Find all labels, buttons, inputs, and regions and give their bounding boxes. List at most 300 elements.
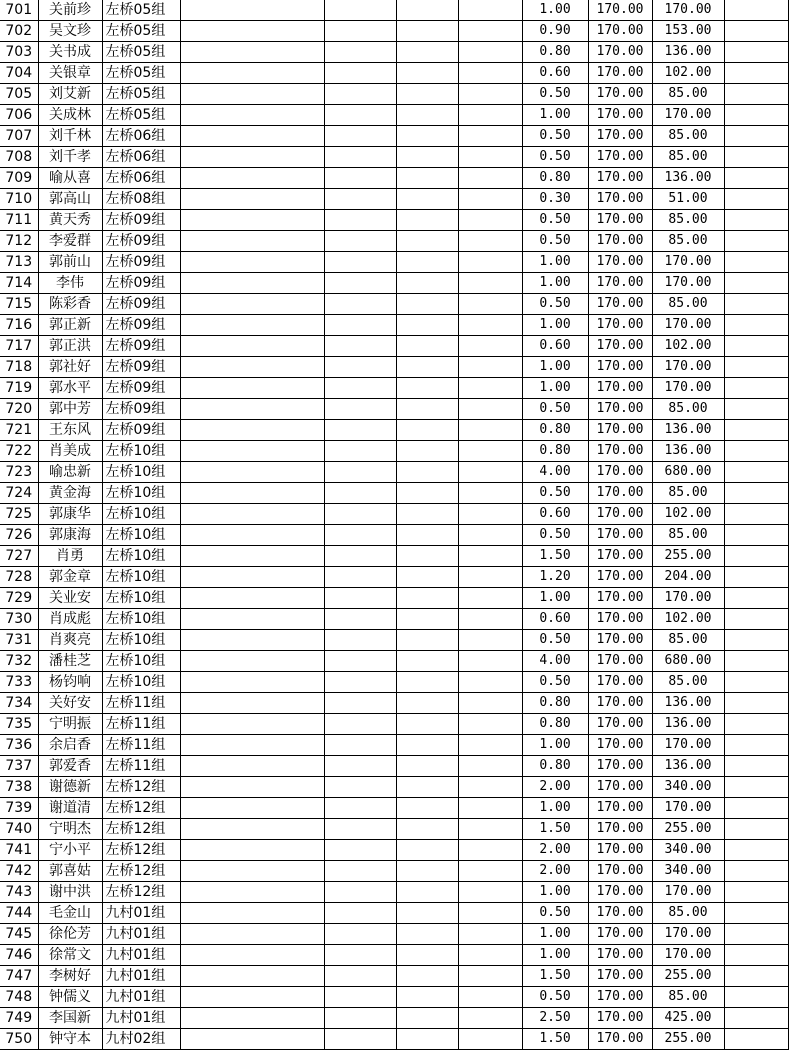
- empty-cell: [396, 105, 458, 126]
- empty-cell: [324, 168, 396, 189]
- row-number-cell: 726: [0, 525, 38, 546]
- amount-cell: 340.00: [652, 861, 724, 882]
- empty-cell: [724, 819, 788, 840]
- area-cell: 0.50: [522, 630, 588, 651]
- empty-cell: [324, 294, 396, 315]
- empty-cell: [724, 609, 788, 630]
- empty-cell: [324, 336, 396, 357]
- empty-cell: [324, 105, 396, 126]
- price-cell: 170.00: [588, 378, 652, 399]
- empty-cell: [458, 987, 522, 1008]
- amount-cell: 85.00: [652, 672, 724, 693]
- table-row: [0, 126, 788, 147]
- price-cell: 170.00: [588, 336, 652, 357]
- empty-cell: [724, 42, 788, 63]
- table-row: [0, 84, 788, 105]
- name-cell: 谢中洪: [38, 882, 102, 903]
- empty-cell: [396, 735, 458, 756]
- empty-cell: [458, 105, 522, 126]
- price-cell: 170.00: [588, 609, 652, 630]
- area-cell: 0.30: [522, 189, 588, 210]
- price-cell: 170.00: [588, 168, 652, 189]
- amount-cell: 85.00: [652, 903, 724, 924]
- price-cell: 170.00: [588, 0, 652, 21]
- empty-cell: [324, 546, 396, 567]
- table-row: [0, 399, 788, 420]
- name-cell: 肖美成: [38, 441, 102, 462]
- empty-cell: [396, 798, 458, 819]
- empty-cell: [724, 441, 788, 462]
- row-number-cell: 729: [0, 588, 38, 609]
- table-row: [0, 966, 788, 987]
- price-cell: 170.00: [588, 231, 652, 252]
- table-row: [0, 189, 788, 210]
- area-cell: 0.80: [522, 693, 588, 714]
- empty-cell: [458, 21, 522, 42]
- name-cell: 宁明杰: [38, 819, 102, 840]
- empty-cell: [396, 966, 458, 987]
- table-row: [0, 924, 788, 945]
- table-row: [0, 0, 788, 21]
- empty-cell: [180, 294, 324, 315]
- row-number-cell: 736: [0, 735, 38, 756]
- price-cell: 170.00: [588, 357, 652, 378]
- name-cell: 黄天秀: [38, 210, 102, 231]
- name-cell: 宁明振: [38, 714, 102, 735]
- price-cell: 170.00: [588, 441, 652, 462]
- empty-cell: [324, 966, 396, 987]
- amount-cell: 85.00: [652, 294, 724, 315]
- price-cell: 170.00: [588, 273, 652, 294]
- row-number-cell: 706: [0, 105, 38, 126]
- empty-cell: [724, 756, 788, 777]
- empty-cell: [458, 42, 522, 63]
- empty-cell: [180, 777, 324, 798]
- name-cell: 郭康海: [38, 525, 102, 546]
- name-cell: 郭社好: [38, 357, 102, 378]
- table-row: [0, 777, 788, 798]
- amount-cell: 170.00: [652, 588, 724, 609]
- group-cell: 左桥09组: [102, 357, 180, 378]
- group-cell: 左桥12组: [102, 798, 180, 819]
- amount-cell: 153.00: [652, 21, 724, 42]
- group-cell: 左桥10组: [102, 567, 180, 588]
- empty-cell: [324, 672, 396, 693]
- amount-cell: 85.00: [652, 126, 724, 147]
- empty-cell: [396, 378, 458, 399]
- amount-cell: 170.00: [652, 357, 724, 378]
- empty-cell: [180, 315, 324, 336]
- empty-cell: [724, 924, 788, 945]
- table-row: [0, 651, 788, 672]
- empty-cell: [324, 840, 396, 861]
- table-row: [0, 441, 788, 462]
- group-cell: 左桥10组: [102, 504, 180, 525]
- empty-cell: [724, 189, 788, 210]
- amount-cell: 136.00: [652, 420, 724, 441]
- price-cell: 170.00: [588, 672, 652, 693]
- empty-cell: [724, 1008, 788, 1029]
- empty-cell: [180, 168, 324, 189]
- price-cell: 170.00: [588, 756, 652, 777]
- empty-cell: [396, 126, 458, 147]
- name-cell: 郭爱香: [38, 756, 102, 777]
- table-row: [0, 630, 788, 651]
- table-row: [0, 798, 788, 819]
- row-number-cell: 720: [0, 399, 38, 420]
- group-cell: 左桥05组: [102, 105, 180, 126]
- empty-cell: [180, 147, 324, 168]
- price-cell: 170.00: [588, 126, 652, 147]
- empty-cell: [724, 210, 788, 231]
- group-cell: 左桥10组: [102, 546, 180, 567]
- amount-cell: 85.00: [652, 210, 724, 231]
- empty-cell: [396, 336, 458, 357]
- group-cell: 左桥10组: [102, 630, 180, 651]
- empty-cell: [396, 819, 458, 840]
- empty-cell: [180, 42, 324, 63]
- empty-cell: [458, 735, 522, 756]
- empty-cell: [396, 903, 458, 924]
- empty-cell: [180, 672, 324, 693]
- empty-cell: [324, 273, 396, 294]
- empty-cell: [458, 588, 522, 609]
- row-number-cell: 750: [0, 1029, 38, 1050]
- price-cell: 170.00: [588, 1029, 652, 1050]
- name-cell: 郭喜姑: [38, 861, 102, 882]
- empty-cell: [724, 798, 788, 819]
- empty-cell: [396, 588, 458, 609]
- empty-cell: [180, 945, 324, 966]
- amount-cell: 85.00: [652, 987, 724, 1008]
- empty-cell: [180, 231, 324, 252]
- area-cell: 0.50: [522, 399, 588, 420]
- empty-cell: [396, 840, 458, 861]
- price-cell: 170.00: [588, 210, 652, 231]
- group-cell: 左桥11组: [102, 756, 180, 777]
- empty-cell: [180, 504, 324, 525]
- empty-cell: [724, 399, 788, 420]
- empty-cell: [724, 651, 788, 672]
- row-number-cell: 739: [0, 798, 38, 819]
- empty-cell: [324, 378, 396, 399]
- group-cell: 九村01组: [102, 903, 180, 924]
- row-number-cell: 702: [0, 21, 38, 42]
- empty-cell: [458, 84, 522, 105]
- empty-cell: [324, 714, 396, 735]
- amount-cell: 136.00: [652, 693, 724, 714]
- price-cell: 170.00: [588, 63, 652, 84]
- area-cell: 0.80: [522, 42, 588, 63]
- empty-cell: [180, 0, 324, 21]
- name-cell: 余启香: [38, 735, 102, 756]
- area-cell: 1.00: [522, 357, 588, 378]
- empty-cell: [724, 714, 788, 735]
- row-number-cell: 737: [0, 756, 38, 777]
- amount-cell: 85.00: [652, 147, 724, 168]
- row-number-cell: 748: [0, 987, 38, 1008]
- group-cell: 左桥12组: [102, 840, 180, 861]
- row-number-cell: 749: [0, 1008, 38, 1029]
- empty-cell: [324, 1029, 396, 1050]
- empty-cell: [324, 84, 396, 105]
- empty-cell: [180, 441, 324, 462]
- price-cell: 170.00: [588, 798, 652, 819]
- empty-cell: [724, 966, 788, 987]
- amount-cell: 170.00: [652, 273, 724, 294]
- area-cell: 0.50: [522, 672, 588, 693]
- amount-cell: 255.00: [652, 966, 724, 987]
- empty-cell: [458, 693, 522, 714]
- group-cell: 左桥09组: [102, 210, 180, 231]
- empty-cell: [324, 504, 396, 525]
- empty-cell: [396, 210, 458, 231]
- table-row: [0, 987, 788, 1008]
- price-cell: 170.00: [588, 462, 652, 483]
- amount-cell: 255.00: [652, 819, 724, 840]
- area-cell: 1.00: [522, 315, 588, 336]
- row-number-cell: 733: [0, 672, 38, 693]
- empty-cell: [180, 756, 324, 777]
- group-cell: 左桥10组: [102, 483, 180, 504]
- empty-cell: [180, 735, 324, 756]
- empty-cell: [324, 651, 396, 672]
- empty-cell: [458, 483, 522, 504]
- empty-cell: [724, 903, 788, 924]
- empty-cell: [180, 273, 324, 294]
- empty-cell: [458, 567, 522, 588]
- price-cell: 170.00: [588, 693, 652, 714]
- group-cell: 左桥05组: [102, 84, 180, 105]
- area-cell: 1.00: [522, 378, 588, 399]
- amount-cell: 102.00: [652, 504, 724, 525]
- area-cell: 0.80: [522, 756, 588, 777]
- empty-cell: [458, 231, 522, 252]
- price-cell: 170.00: [588, 483, 652, 504]
- group-cell: 左桥08组: [102, 189, 180, 210]
- name-cell: 关好安: [38, 693, 102, 714]
- empty-cell: [324, 798, 396, 819]
- empty-cell: [180, 609, 324, 630]
- empty-cell: [724, 168, 788, 189]
- group-cell: 九村01组: [102, 1008, 180, 1029]
- name-cell: 郭正洪: [38, 336, 102, 357]
- empty-cell: [324, 441, 396, 462]
- empty-cell: [324, 420, 396, 441]
- row-number-cell: 747: [0, 966, 38, 987]
- group-cell: 左桥09组: [102, 231, 180, 252]
- area-cell: 0.50: [522, 84, 588, 105]
- empty-cell: [724, 693, 788, 714]
- empty-cell: [180, 357, 324, 378]
- empty-cell: [458, 378, 522, 399]
- table-row: [0, 504, 788, 525]
- empty-cell: [396, 189, 458, 210]
- area-cell: 0.60: [522, 336, 588, 357]
- group-cell: 左桥09组: [102, 294, 180, 315]
- area-cell: 1.00: [522, 882, 588, 903]
- row-number-cell: 711: [0, 210, 38, 231]
- price-cell: 170.00: [588, 735, 652, 756]
- group-cell: 九村01组: [102, 987, 180, 1008]
- table-row: [0, 357, 788, 378]
- group-cell: 左桥09组: [102, 399, 180, 420]
- price-cell: 170.00: [588, 714, 652, 735]
- empty-cell: [180, 399, 324, 420]
- empty-cell: [724, 483, 788, 504]
- empty-cell: [458, 252, 522, 273]
- empty-cell: [180, 819, 324, 840]
- table-row: [0, 1008, 788, 1029]
- group-cell: 左桥09组: [102, 273, 180, 294]
- empty-cell: [396, 567, 458, 588]
- empty-cell: [180, 105, 324, 126]
- group-cell: 九村01组: [102, 945, 180, 966]
- area-cell: 1.00: [522, 945, 588, 966]
- area-cell: 2.00: [522, 861, 588, 882]
- area-cell: 0.80: [522, 168, 588, 189]
- amount-cell: 680.00: [652, 651, 724, 672]
- empty-cell: [724, 588, 788, 609]
- area-cell: 0.50: [522, 126, 588, 147]
- name-cell: 吴文珍: [38, 21, 102, 42]
- empty-cell: [396, 357, 458, 378]
- table-row: [0, 945, 788, 966]
- empty-cell: [724, 378, 788, 399]
- table-row: [0, 840, 788, 861]
- name-cell: 郭高山: [38, 189, 102, 210]
- area-cell: 0.50: [522, 987, 588, 1008]
- empty-cell: [396, 399, 458, 420]
- row-number-cell: 725: [0, 504, 38, 525]
- empty-cell: [458, 861, 522, 882]
- area-cell: 0.90: [522, 21, 588, 42]
- empty-cell: [324, 735, 396, 756]
- name-cell: 杨钧响: [38, 672, 102, 693]
- empty-cell: [458, 357, 522, 378]
- empty-cell: [180, 966, 324, 987]
- row-number-cell: 704: [0, 63, 38, 84]
- empty-cell: [324, 42, 396, 63]
- empty-cell: [180, 483, 324, 504]
- empty-cell: [458, 189, 522, 210]
- empty-cell: [458, 420, 522, 441]
- row-number-cell: 713: [0, 252, 38, 273]
- table-row: [0, 756, 788, 777]
- amount-cell: 340.00: [652, 777, 724, 798]
- name-cell: 毛金山: [38, 903, 102, 924]
- empty-cell: [458, 882, 522, 903]
- amount-cell: 102.00: [652, 63, 724, 84]
- empty-cell: [396, 693, 458, 714]
- empty-cell: [396, 672, 458, 693]
- empty-cell: [724, 504, 788, 525]
- group-cell: 九村02组: [102, 1029, 180, 1050]
- name-cell: 关前珍: [38, 0, 102, 21]
- group-cell: 左桥05组: [102, 42, 180, 63]
- group-cell: 左桥10组: [102, 441, 180, 462]
- price-cell: 170.00: [588, 525, 652, 546]
- amount-cell: 170.00: [652, 735, 724, 756]
- table-row: [0, 567, 788, 588]
- empty-cell: [458, 294, 522, 315]
- area-cell: 0.80: [522, 714, 588, 735]
- row-number-cell: 716: [0, 315, 38, 336]
- empty-cell: [724, 294, 788, 315]
- empty-cell: [458, 399, 522, 420]
- empty-cell: [396, 21, 458, 42]
- name-cell: 郭康华: [38, 504, 102, 525]
- area-cell: 1.00: [522, 252, 588, 273]
- empty-cell: [724, 567, 788, 588]
- price-cell: 170.00: [588, 945, 652, 966]
- group-cell: 左桥05组: [102, 63, 180, 84]
- empty-cell: [180, 63, 324, 84]
- empty-cell: [324, 462, 396, 483]
- row-number-cell: 703: [0, 42, 38, 63]
- name-cell: 徐常文: [38, 945, 102, 966]
- amount-cell: 85.00: [652, 84, 724, 105]
- row-number-cell: 740: [0, 819, 38, 840]
- empty-cell: [396, 483, 458, 504]
- empty-cell: [458, 462, 522, 483]
- price-cell: 170.00: [588, 84, 652, 105]
- name-cell: 郭中芳: [38, 399, 102, 420]
- price-cell: 170.00: [588, 861, 652, 882]
- price-cell: 170.00: [588, 42, 652, 63]
- group-cell: 左桥11组: [102, 693, 180, 714]
- empty-cell: [180, 882, 324, 903]
- empty-cell: [324, 588, 396, 609]
- row-number-cell: 732: [0, 651, 38, 672]
- table-row: [0, 588, 788, 609]
- amount-cell: 204.00: [652, 567, 724, 588]
- empty-cell: [458, 672, 522, 693]
- empty-cell: [458, 504, 522, 525]
- empty-cell: [324, 63, 396, 84]
- empty-cell: [458, 840, 522, 861]
- area-cell: 1.50: [522, 966, 588, 987]
- empty-cell: [724, 630, 788, 651]
- empty-cell: [458, 126, 522, 147]
- row-number-cell: 723: [0, 462, 38, 483]
- price-cell: 170.00: [588, 966, 652, 987]
- empty-cell: [724, 273, 788, 294]
- area-cell: 1.50: [522, 819, 588, 840]
- empty-cell: [180, 1008, 324, 1029]
- empty-cell: [396, 525, 458, 546]
- empty-cell: [724, 105, 788, 126]
- empty-cell: [324, 315, 396, 336]
- empty-cell: [724, 63, 788, 84]
- amount-cell: 170.00: [652, 0, 724, 21]
- group-cell: 左桥06组: [102, 147, 180, 168]
- price-cell: 170.00: [588, 252, 652, 273]
- empty-cell: [180, 84, 324, 105]
- row-number-cell: 715: [0, 294, 38, 315]
- table-row: [0, 147, 788, 168]
- empty-cell: [458, 525, 522, 546]
- price-cell: 170.00: [588, 819, 652, 840]
- group-cell: 左桥05组: [102, 21, 180, 42]
- empty-cell: [324, 525, 396, 546]
- empty-cell: [324, 0, 396, 21]
- table-row: [0, 882, 788, 903]
- empty-cell: [458, 777, 522, 798]
- empty-cell: [324, 21, 396, 42]
- empty-cell: [724, 231, 788, 252]
- area-cell: 0.50: [522, 294, 588, 315]
